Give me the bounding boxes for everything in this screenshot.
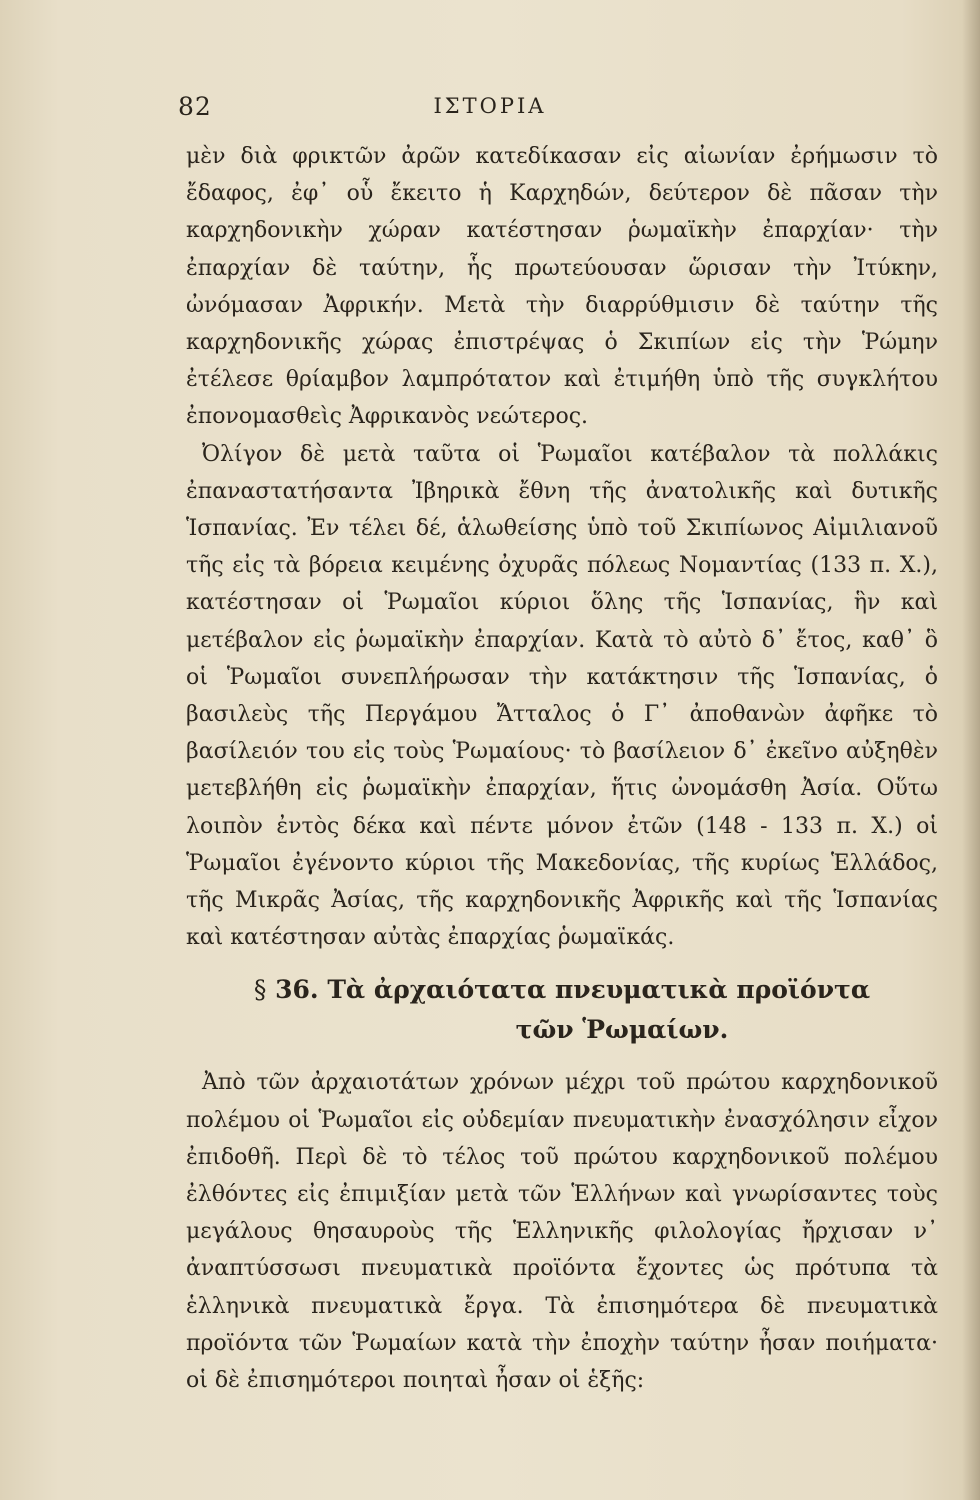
paragraph-section-36: Ἀπὸ τῶν ἀρχαιοτάτων χρόνων μέχρι τοῦ πρώτου καρχηδονικοῦ πολέμου οἱ Ῥωμαῖοι εἰς οὐδεμίαν πνευματικὴν ἐνασχόλησιν εἶχον ἐπιδοθῆ. Περὶ δὲ τὸ τέλος τοῦ πρώτου καρχηδονικοῦ πολέμου ἐλθόντες εἰς ἐπιμιξίαν μετὰ τῶν Ἑλλήνων καὶ γνωρίσαντες τοὺς μεγάλους θησαυροὺς τῆς Ἑλληνικῆς φιλολογίας ἤρχισαν ν᾽ ἀναπτύσσωσι πνευματικὰ προϊόντα ἔχοντες ὡς πρότυπα τὰ ἑλληνικὰ πνευματικὰ ἔργα. Τὰ ἐπισημότερα δὲ πνευματικὰ προϊόντα τῶν Ῥωμαίων κατὰ τὴν ἐποχὴν ταύτην ἦσαν ποιήματα· οἱ δὲ ἐπισημότεροι ποιηταὶ ἦσαν οἱ ἑξῆς: <box>186 1070 938 1394</box>
section-sign: § <box>253 975 267 1005</box>
body-text <box>186 138 938 1399</box>
section-heading <box>186 970 938 1050</box>
section-title-line1: Τὰ ἀρχαιότατα πνευματικὰ προϊόντα <box>327 975 871 1005</box>
paragraph-continuation: μὲν διὰ φρικτῶν ἀρῶν κατεδίκασαν εἰς αἰωνίαν ἐρήμωσιν τὸ ἔδαφος, ἐφ᾽ οὗ ἔκειτο ἡ Καρχηδών, δεύτερον δὲ πᾶσαν τὴν καρχηδονικὴν χώραν κατέστησαν ῥωμαϊκὴν ἐπαρχίαν· τὴν ἐπαρχίαν δὲ ταύτην, ἧς πρωτεύουσαν ὥρισαν τὴν Ἰτύκην, ὠνόμασαν Ἀφρικήν. Μετὰ τὴν διαρρύθμισιν δὲ ταύτην τῆς καρχηδονικῆς χώρας ἐπιστρέψας ὁ Σκιπίων εἰς τὴν Ῥώμην ἐτέλεσε θρίαμβον λαμπρότατον καὶ ἐτιμήθη ὑπὸ τῆς συγκλήτου ἐπονομασθεὶς Ἀφρικανὸς νεώτερος. <box>186 144 938 430</box>
running-head: ΙΣΤΟΡΙΑ <box>433 94 547 118</box>
section-title-line2: τῶν Ῥωμαίων. <box>515 1015 729 1045</box>
page-edge-shadow <box>962 0 980 1500</box>
paragraph-roman-conquests: Ὀλίγον δὲ μετὰ ταῦτα οἱ Ῥωμαῖοι κατέβαλον τὰ πολλάκις ἐπαναστατήσαντα Ἰβηρικὰ ἔθνη τῆς ἀνατολικῆς καὶ δυτικῆς Ἱσπανίας. Ἐν τέλει δέ, ἁλωθείσης ὑπὸ τοῦ Σκιπίωνος Αἰμιλιανοῦ τῆς εἰς τὰ βόρεια κειμένης ὀχυρᾶς πόλεως Νομαντίας (133 π. Χ.), κατέστησαν οἱ Ῥωμαῖοι κύριοι ὅλης τῆς Ἱσπανίας, ἣν καὶ μετέβαλον εἰς ῥωμαϊκὴν ἐπαρχίαν. Κατὰ τὸ αὐτὸ δ᾽ ἔτος, καθ᾽ ὃ οἱ Ῥωμαῖοι συνεπλήρωσαν τὴν κατάκτησιν τῆς Ἱσπανίας, ὁ βασιλεὺς τῆς Περγάμου Ἄτταλος ὁ Γ᾽ ἀποθανὼν ἀφῆκε τὸ βασίλειόν του εἰς τοὺς Ῥωμαίους· τὸ βασίλειον δ᾽ ἐκεῖνο αὐξηθὲν μετεβλήθη εἰς ῥωμαϊκὴν ἐπαρχίαν, ἥτις ὠνομάσθη Ἀσία. Οὕτω λοιπὸν ἐντὸς δέκα καὶ πέντε μόνον ἐτῶν (148 - 133 π. Χ.) οἱ Ῥωμαῖοι ἐγένοντο κύριοι τῆς Μακεδονίας, τῆς κυρίως Ἑλλάδος, τῆς Μικρᾶς Ἀσίας, τῆς καρχηδονικῆς Ἀφρικῆς καὶ τῆς Ἱσπανίας καὶ κατέστησαν αὐτὰς ἐπαρχίας ῥωμαϊκάς. <box>186 441 938 951</box>
section-number: 36. <box>275 975 319 1005</box>
page-number: 82 <box>178 92 212 121</box>
page-header <box>0 92 980 132</box>
